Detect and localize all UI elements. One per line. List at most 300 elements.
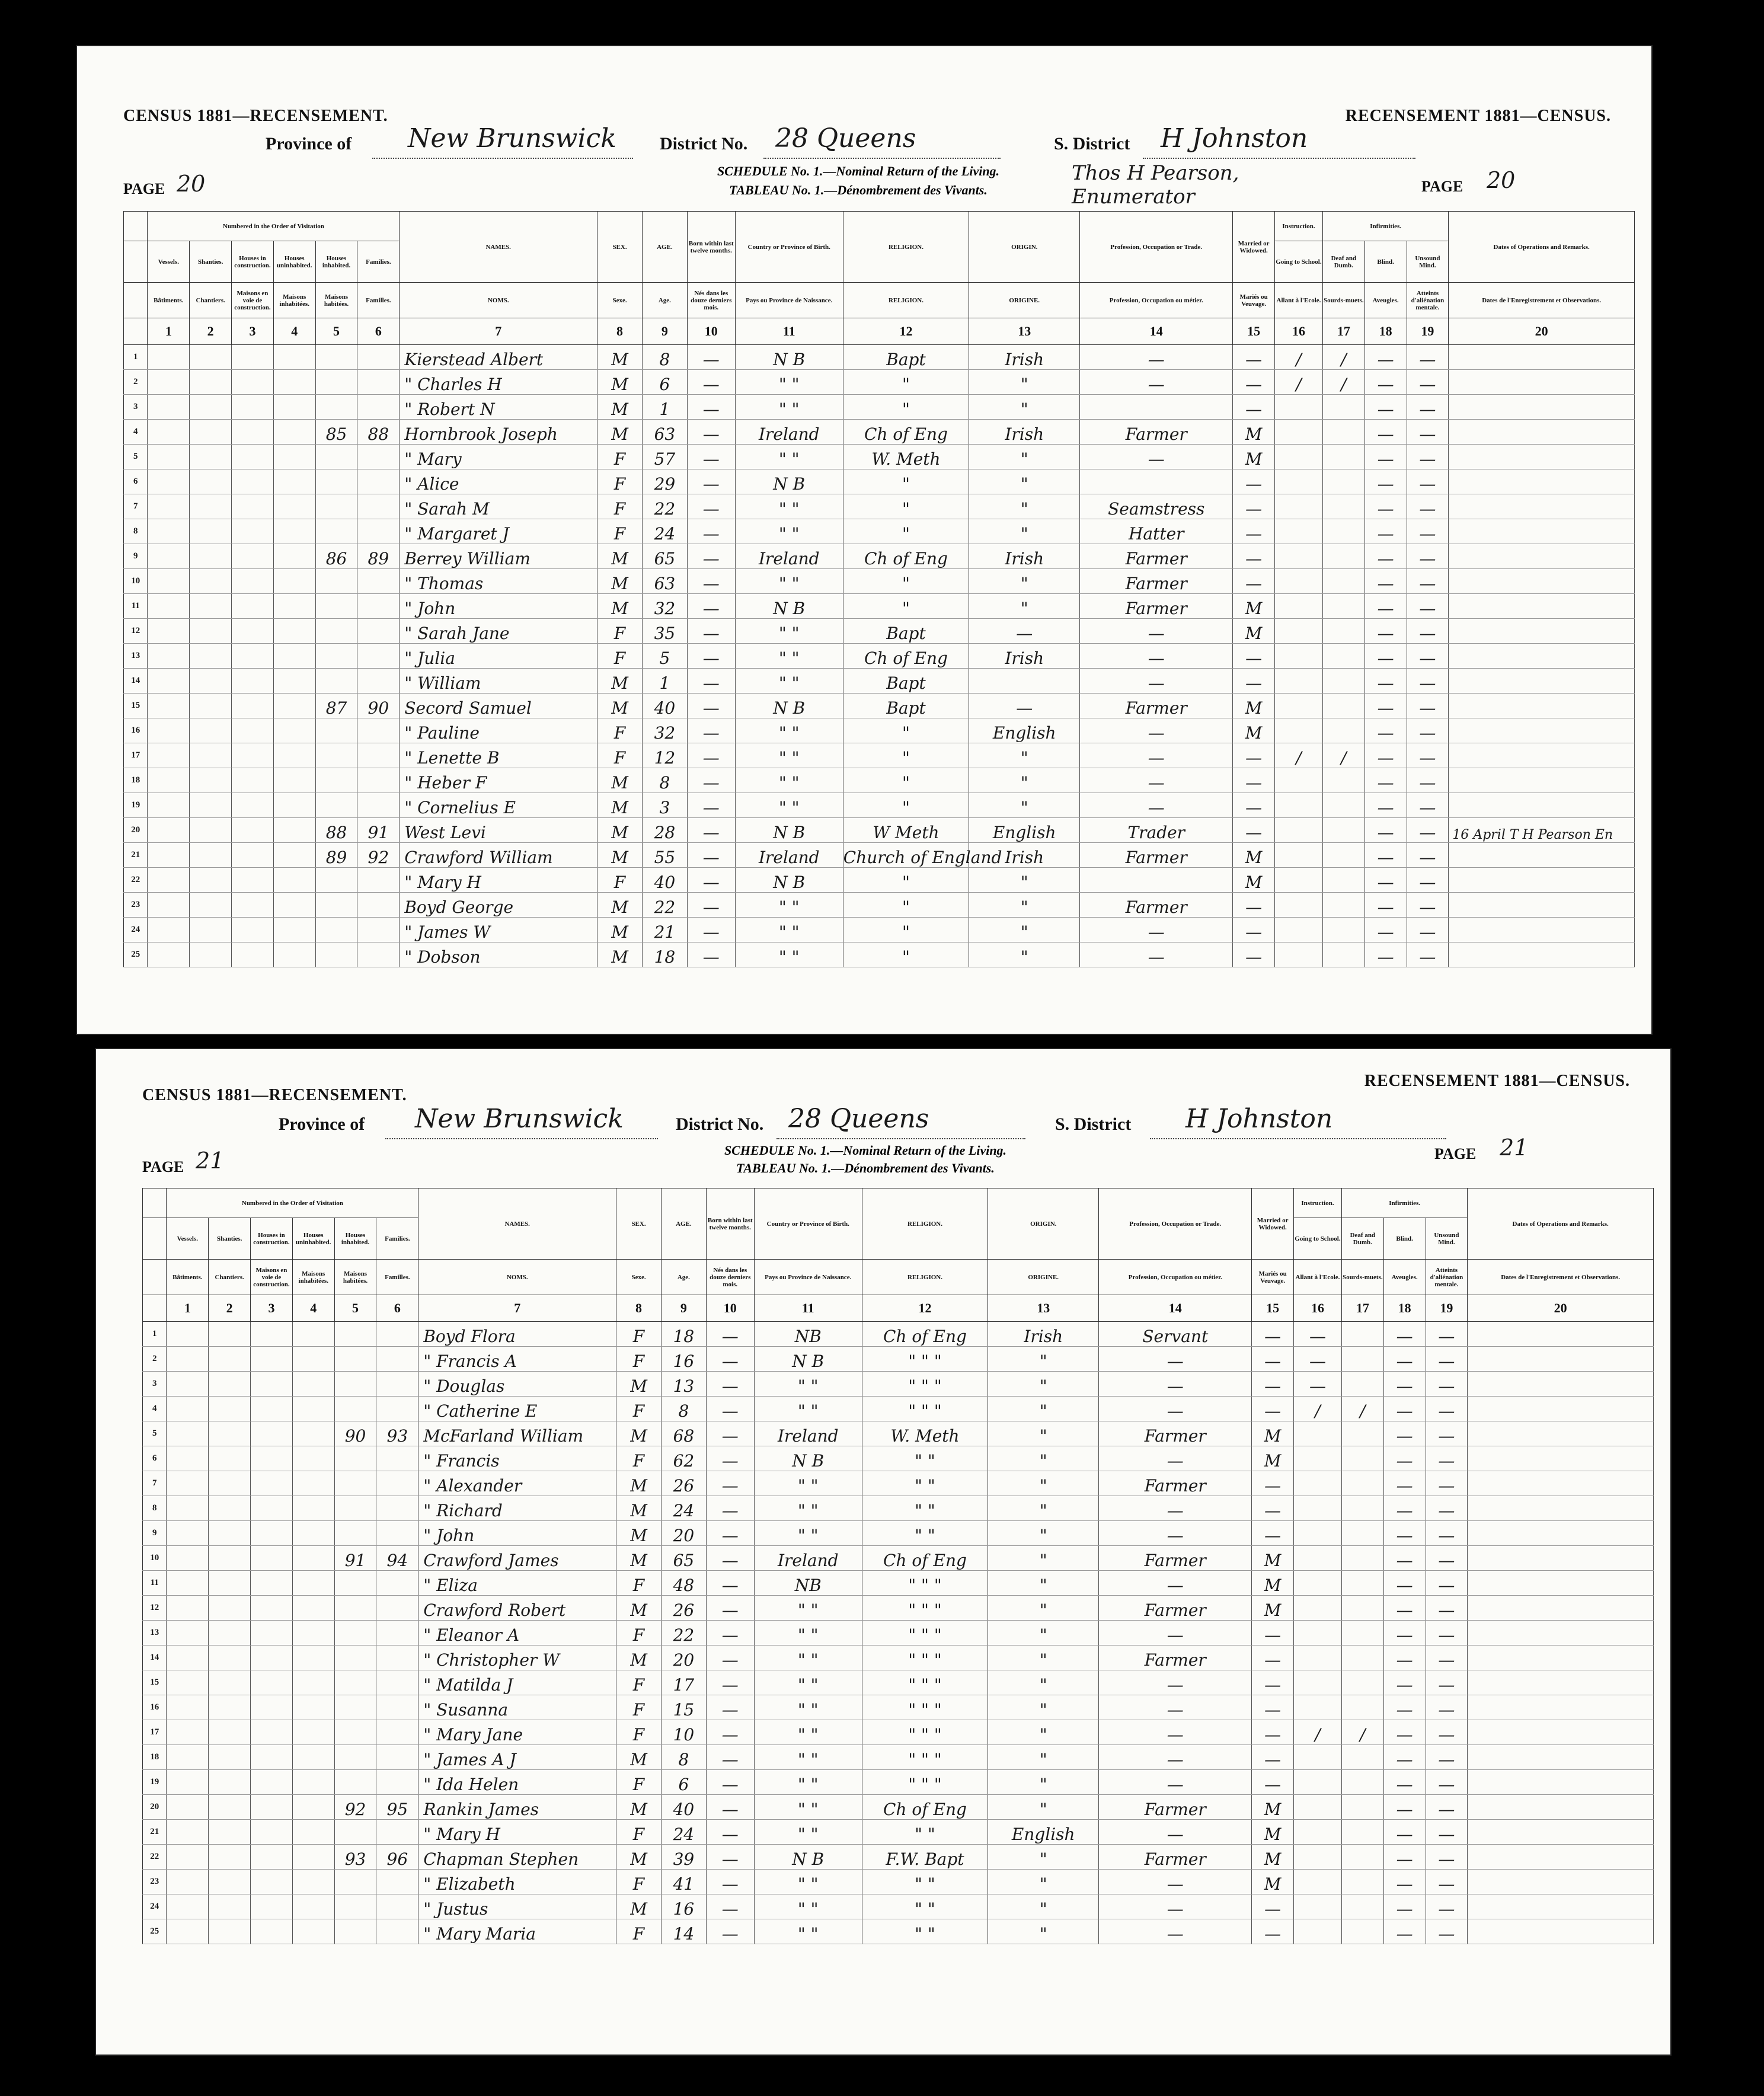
col-num: 20 — [1449, 318, 1635, 345]
col-num: 7 — [418, 1295, 616, 1322]
cell-name: Secord Samuel — [400, 694, 597, 718]
cell-age: 1 — [642, 669, 687, 694]
cell-origin: " — [988, 1695, 1099, 1720]
cell-houses-uninhabited — [273, 544, 315, 569]
cell-origin: " — [988, 1646, 1099, 1670]
census-row — [124, 942, 1635, 967]
cell-family-number — [376, 1670, 418, 1695]
col-num: 14 — [1080, 318, 1233, 345]
page-label-left: PAGE — [123, 180, 165, 197]
header-fr-shanties: Chantiers. — [190, 283, 232, 318]
cell-deaf — [1322, 843, 1364, 868]
cell-deaf — [1322, 818, 1364, 843]
cell-remarks — [1468, 1795, 1654, 1820]
census-row — [124, 743, 1635, 768]
cell-houses-inhabited — [315, 669, 357, 694]
cell-born-12-months: — — [687, 420, 735, 445]
cell-unsound: — — [1407, 768, 1449, 793]
cell-name: " Mary H — [400, 868, 597, 893]
cell-vessels — [148, 420, 190, 445]
cell-family-number — [376, 1745, 418, 1770]
cell-religion: " " " — [862, 1571, 988, 1596]
sdistrict-value: H Johnston — [1185, 1104, 1333, 1134]
cell-religion: " — [843, 519, 969, 544]
header-fr-uninhabited: Maisons inhabitées. — [292, 1260, 334, 1295]
cell-vessels — [148, 718, 190, 743]
header-houses-inhabited: Houses inhabited. — [315, 241, 357, 283]
census-row — [143, 1322, 1654, 1347]
header-fr-school: Allant à l'Ecole. — [1275, 283, 1323, 318]
cell-born-12-months: — — [687, 893, 735, 918]
cell-family-number — [357, 445, 400, 469]
cell-name: " Julia — [400, 644, 597, 669]
col-num: 4 — [292, 1295, 334, 1322]
cell-houses-construction — [232, 420, 274, 445]
col-num: 14 — [1099, 1295, 1252, 1322]
cell-blind: — — [1364, 569, 1407, 594]
cell-houses-inhabited: 91 — [334, 1546, 376, 1571]
cell-born-12-months: — — [687, 694, 735, 718]
cell-religion: " " " — [862, 1670, 988, 1695]
page-label-right: PAGE — [1421, 178, 1463, 195]
cell-family-number — [376, 1720, 418, 1745]
cell-houses-uninhabited — [292, 1820, 334, 1845]
col-num: 11 — [754, 1295, 862, 1322]
cell-unsound: — — [1407, 594, 1449, 619]
cell-vessels — [167, 1845, 209, 1870]
cell-origin: " — [988, 1870, 1099, 1894]
cell-shanties — [209, 1446, 251, 1471]
cell-blind: — — [1383, 1795, 1426, 1820]
cell-born-12-months: — — [687, 918, 735, 942]
cell-name: " Pauline — [400, 718, 597, 743]
cell-deaf — [1341, 1521, 1383, 1546]
cell-religion: " " — [862, 1471, 988, 1496]
cell-houses-construction — [232, 370, 274, 395]
cell-unsound: — — [1426, 1596, 1468, 1621]
cell-family-number — [376, 1471, 418, 1496]
header-visitation-group: Numbered in the Order of Visitation — [167, 1188, 418, 1218]
cell-religion: Bapt — [843, 619, 969, 644]
cell-remarks — [1449, 345, 1635, 370]
cell-remarks — [1449, 544, 1635, 569]
cell-age: 12 — [642, 743, 687, 768]
cell-unsound: — — [1407, 893, 1449, 918]
census-row — [124, 918, 1635, 942]
cell-origin: Irish — [969, 544, 1080, 569]
cell-houses-uninhabited — [292, 1372, 334, 1397]
cell-shanties — [209, 1546, 251, 1571]
cell-born-12-months: — — [706, 1695, 754, 1720]
cell-houses-inhabited — [334, 1770, 376, 1795]
cell-deaf — [1341, 1546, 1383, 1571]
cell-married: — — [1252, 1745, 1294, 1770]
census-row — [143, 1372, 1654, 1397]
cell-houses-inhabited — [334, 1571, 376, 1596]
cell-name: " James W — [400, 918, 597, 942]
cell-deaf — [1322, 469, 1364, 494]
cell-blind: — — [1364, 395, 1407, 420]
cell-origin: " — [969, 893, 1080, 918]
cell-blind: — — [1383, 1322, 1426, 1347]
district-label: District No. — [660, 134, 748, 154]
cell-origin: " — [988, 1372, 1099, 1397]
cell-sex: M — [616, 1471, 662, 1496]
cell-profession: — — [1099, 1870, 1252, 1894]
cell-deaf — [1341, 1446, 1383, 1471]
cell-shanties — [190, 893, 232, 918]
sdistrict-label: S. District — [1054, 134, 1130, 154]
cell-birthplace: N B — [754, 1347, 862, 1372]
cell-birthplace: " " — [735, 619, 843, 644]
header-houses-construction: Houses in construction. — [232, 241, 274, 283]
cell-school — [1294, 1695, 1342, 1720]
cell-school — [1275, 619, 1323, 644]
cell-remarks — [1468, 1397, 1654, 1421]
cell-sex: F — [597, 469, 643, 494]
census-row — [124, 395, 1635, 420]
cell-unsound: — — [1407, 494, 1449, 519]
cell-shanties — [209, 1845, 251, 1870]
census-row — [124, 768, 1635, 793]
cell-born-12-months: — — [687, 619, 735, 644]
cell-unsound: — — [1426, 1845, 1468, 1870]
cell-born-12-months: — — [687, 594, 735, 619]
cell-unsound: — — [1426, 1745, 1468, 1770]
cell-houses-construction — [232, 544, 274, 569]
cell-houses-construction — [251, 1322, 293, 1347]
cell-row-number: 18 — [124, 768, 148, 793]
cell-birthplace: N B — [735, 469, 843, 494]
province-label: Province of — [266, 134, 352, 154]
cell-name: " Mary Jane — [418, 1720, 616, 1745]
cell-houses-uninhabited — [292, 1745, 334, 1770]
cell-profession: Farmer — [1099, 1596, 1252, 1621]
cell-married: M — [1233, 445, 1275, 469]
cell-family-number — [376, 1496, 418, 1521]
col-num: 11 — [735, 318, 843, 345]
cell-row-number: 10 — [124, 569, 148, 594]
header-sex: SEX. — [616, 1188, 662, 1260]
cell-remarks — [1449, 718, 1635, 743]
header-profession: Profession, Occupation or Trade. — [1080, 212, 1233, 283]
cell-row-number: 7 — [124, 494, 148, 519]
header-married: Married or Widowed. — [1233, 212, 1275, 283]
cell-sex: F — [616, 1720, 662, 1745]
cell-deaf — [1341, 1496, 1383, 1521]
census-row — [143, 1421, 1654, 1446]
cell-age: 6 — [661, 1770, 706, 1795]
cell-blind: — — [1383, 1919, 1426, 1944]
cell-name: " Francis — [418, 1446, 616, 1471]
cell-vessels — [148, 569, 190, 594]
cell-vessels — [148, 619, 190, 644]
cell-houses-inhabited — [315, 569, 357, 594]
cell-vessels — [167, 1421, 209, 1446]
cell-blind: — — [1364, 445, 1407, 469]
cell-shanties — [209, 1397, 251, 1421]
cell-houses-construction — [232, 594, 274, 619]
cell-name: " Eleanor A — [418, 1621, 616, 1646]
census-title-left: CENSUS 1881—RECENSEMENT. — [142, 1086, 407, 1104]
cell-blind: — — [1364, 893, 1407, 918]
cell-born-12-months: — — [706, 1571, 754, 1596]
cell-unsound: — — [1426, 1421, 1468, 1446]
cell-born-12-months: — — [706, 1347, 754, 1372]
cell-origin: Irish — [988, 1322, 1099, 1347]
cell-houses-uninhabited — [292, 1347, 334, 1372]
cell-sex: M — [616, 1521, 662, 1546]
cell-unsound: — — [1407, 694, 1449, 718]
cell-remarks — [1449, 644, 1635, 669]
col-num: 1 — [167, 1295, 209, 1322]
cell-deaf — [1322, 519, 1364, 544]
cell-origin: Irish — [969, 420, 1080, 445]
cell-blind: — — [1364, 669, 1407, 694]
cell-school — [1275, 918, 1323, 942]
cell-birthplace: NB — [754, 1571, 862, 1596]
cell-houses-construction — [232, 918, 274, 942]
cell-shanties — [190, 345, 232, 370]
cell-row-number: 2 — [143, 1347, 167, 1372]
cell-origin: English — [969, 818, 1080, 843]
cell-vessels — [148, 768, 190, 793]
cell-blind: — — [1364, 793, 1407, 818]
cell-deaf — [1322, 420, 1364, 445]
cell-origin: " — [969, 942, 1080, 967]
cell-birthplace: Ireland — [735, 420, 843, 445]
cell-houses-construction — [251, 1646, 293, 1670]
cell-sex: F — [597, 868, 643, 893]
cell-shanties — [209, 1870, 251, 1894]
cell-vessels — [148, 370, 190, 395]
header-fr-married: Mariés ou Veuvage. — [1252, 1260, 1294, 1295]
cell-sex: F — [616, 1621, 662, 1646]
cell-family-number — [357, 494, 400, 519]
cell-shanties — [190, 942, 232, 967]
cell-religion: " " — [862, 1521, 988, 1546]
cell-name: " Matilda J — [418, 1670, 616, 1695]
cell-married: — — [1252, 1670, 1294, 1695]
cell-row-number: 1 — [143, 1322, 167, 1347]
cell-profession: — — [1099, 1571, 1252, 1596]
cell-married: — — [1252, 1720, 1294, 1745]
cell-family-number — [376, 1646, 418, 1670]
cell-born-12-months: — — [706, 1894, 754, 1919]
header-birthplace: Country or Province of Birth. — [735, 212, 843, 283]
cell-profession: — — [1099, 1347, 1252, 1372]
cell-born-12-months: — — [706, 1870, 754, 1894]
census-title-right: RECENSEMENT 1881—CENSUS. — [1345, 107, 1611, 125]
cell-born-12-months: — — [687, 569, 735, 594]
cell-born-12-months: — — [706, 1670, 754, 1695]
cell-blind: — — [1364, 743, 1407, 768]
cell-row-number: 9 — [124, 544, 148, 569]
cell-houses-inhabited — [334, 1894, 376, 1919]
cell-row-number: 23 — [124, 893, 148, 918]
col-num: 12 — [843, 318, 969, 345]
cell-sex: F — [597, 644, 643, 669]
col-num: 4 — [273, 318, 315, 345]
census-rows-page-21 — [143, 1322, 1654, 1944]
cell-family-number: 88 — [357, 420, 400, 445]
cell-name: " Christopher W — [418, 1646, 616, 1670]
col-num: 8 — [597, 318, 643, 345]
cell-deaf — [1322, 694, 1364, 718]
cell-origin: " — [988, 1546, 1099, 1571]
cell-married: — — [1233, 669, 1275, 694]
cell-family-number — [376, 1571, 418, 1596]
cell-row-number: 24 — [143, 1894, 167, 1919]
cell-birthplace: " " — [754, 1745, 862, 1770]
census-row — [124, 345, 1635, 370]
schedule-title-fr: TABLEAU No. 1.—Dénombrement des Vivants. — [736, 1161, 995, 1175]
cell-sex: M — [597, 942, 643, 967]
cell-vessels — [167, 1670, 209, 1695]
cell-school: / — [1275, 743, 1323, 768]
census-table-page-20 — [123, 211, 1635, 967]
cell-born-12-months: — — [687, 793, 735, 818]
cell-school: / — [1294, 1720, 1342, 1745]
cell-born-12-months: — — [687, 544, 735, 569]
cell-shanties — [190, 445, 232, 469]
cell-religion: Ch of Eng — [843, 420, 969, 445]
cell-school — [1294, 1670, 1342, 1695]
cell-age: 16 — [661, 1347, 706, 1372]
col-num: 6 — [357, 318, 400, 345]
cell-age: 24 — [661, 1496, 706, 1521]
cell-birthplace: N B — [735, 818, 843, 843]
cell-sex: M — [616, 1496, 662, 1521]
cell-shanties — [209, 1770, 251, 1795]
cell-origin: " — [988, 1845, 1099, 1870]
cell-origin: " — [988, 1720, 1099, 1745]
cell-shanties — [190, 420, 232, 445]
header-fr-vessels: Bâtiments. — [148, 283, 190, 318]
header-fr-blind: Aveugles. — [1383, 1260, 1426, 1295]
cell-birthplace: " " — [754, 1397, 862, 1421]
cell-houses-construction — [232, 793, 274, 818]
cell-houses-construction — [232, 494, 274, 519]
cell-row-number: 15 — [124, 694, 148, 718]
cell-married: M — [1252, 1546, 1294, 1571]
cell-shanties — [190, 669, 232, 694]
census-row — [143, 1820, 1654, 1845]
cell-birthplace: " " — [735, 445, 843, 469]
cell-shanties — [209, 1347, 251, 1372]
cell-birthplace: " " — [754, 1521, 862, 1546]
sdistrict-label: S. District — [1055, 1114, 1132, 1134]
cell-blind: — — [1383, 1471, 1426, 1496]
cell-houses-construction — [251, 1870, 293, 1894]
cell-school: — — [1294, 1372, 1342, 1397]
cell-school: / — [1294, 1397, 1342, 1421]
header-houses-construction: Houses in construction. — [251, 1218, 293, 1260]
cell-shanties — [209, 1919, 251, 1944]
cell-religion: " " " — [862, 1695, 988, 1720]
cell-deaf — [1341, 1670, 1383, 1695]
cell-vessels — [148, 494, 190, 519]
cell-family-number — [357, 345, 400, 370]
cell-family-number — [376, 1521, 418, 1546]
cell-houses-uninhabited — [273, 843, 315, 868]
cell-age: 10 — [661, 1720, 706, 1745]
cell-religion: Bapt — [843, 345, 969, 370]
cell-age: 26 — [661, 1596, 706, 1621]
cell-age: 24 — [642, 519, 687, 544]
cell-name: " Mary H — [418, 1820, 616, 1845]
cell-houses-construction — [251, 1372, 293, 1397]
cell-deaf — [1322, 619, 1364, 644]
col-num: 17 — [1341, 1295, 1383, 1322]
cell-profession: — — [1099, 1397, 1252, 1421]
cell-profession: — — [1080, 942, 1233, 967]
cell-sex: M — [616, 1845, 662, 1870]
header-fr-deaf: Sourds-muets. — [1322, 283, 1364, 318]
cell-houses-inhabited: 87 — [315, 694, 357, 718]
cell-birthplace: " " — [754, 1820, 862, 1845]
cell-age: 8 — [642, 345, 687, 370]
cell-family-number: 90 — [357, 694, 400, 718]
cell-name: " Richard — [418, 1496, 616, 1521]
col-num: 5 — [315, 318, 357, 345]
cell-married: M — [1252, 1845, 1294, 1870]
cell-profession: Servant — [1099, 1322, 1252, 1347]
cell-name: " Thomas — [400, 569, 597, 594]
schedule-title-en: SCHEDULE No. 1.—Nominal Return of the Living. — [724, 1143, 1007, 1158]
cell-profession: — — [1099, 1372, 1252, 1397]
cell-vessels — [148, 519, 190, 544]
cell-name: Berrey William — [400, 544, 597, 569]
header-fr-born: Nés dans les douze derniers mois. — [687, 283, 735, 318]
cell-houses-construction — [251, 1770, 293, 1795]
cell-family-number — [357, 893, 400, 918]
cell-religion: " " " — [862, 1347, 988, 1372]
cell-row-number: 22 — [143, 1845, 167, 1870]
cell-houses-uninhabited — [292, 1845, 334, 1870]
cell-profession: — — [1099, 1496, 1252, 1521]
census-row — [124, 494, 1635, 519]
cell-remarks — [1468, 1471, 1654, 1496]
cell-houses-uninhabited — [292, 1670, 334, 1695]
cell-unsound: — — [1407, 370, 1449, 395]
cell-born-12-months: — — [687, 469, 735, 494]
header-infirmities: Infirmities. — [1322, 212, 1448, 241]
header-families: Families. — [357, 241, 400, 283]
cell-houses-uninhabited — [292, 1546, 334, 1571]
cell-religion: " — [843, 942, 969, 967]
cell-deaf — [1322, 893, 1364, 918]
cell-remarks — [1449, 868, 1635, 893]
cell-origin: " — [988, 1621, 1099, 1646]
cell-houses-construction — [232, 868, 274, 893]
cell-married: — — [1233, 494, 1275, 519]
cell-origin: " — [988, 1397, 1099, 1421]
cell-houses-construction — [232, 445, 274, 469]
cell-profession: — — [1099, 1521, 1252, 1546]
cell-houses-inhabited — [334, 1471, 376, 1496]
header-blank — [124, 212, 148, 241]
cell-houses-construction — [251, 1496, 293, 1521]
cell-remarks — [1449, 619, 1635, 644]
cell-vessels — [167, 1894, 209, 1919]
cell-school — [1294, 1521, 1342, 1546]
cell-houses-construction — [251, 1546, 293, 1571]
cell-name: " Lenette B — [400, 743, 597, 768]
census-row — [124, 370, 1635, 395]
cell-born-12-months: — — [687, 494, 735, 519]
cell-vessels — [167, 1621, 209, 1646]
